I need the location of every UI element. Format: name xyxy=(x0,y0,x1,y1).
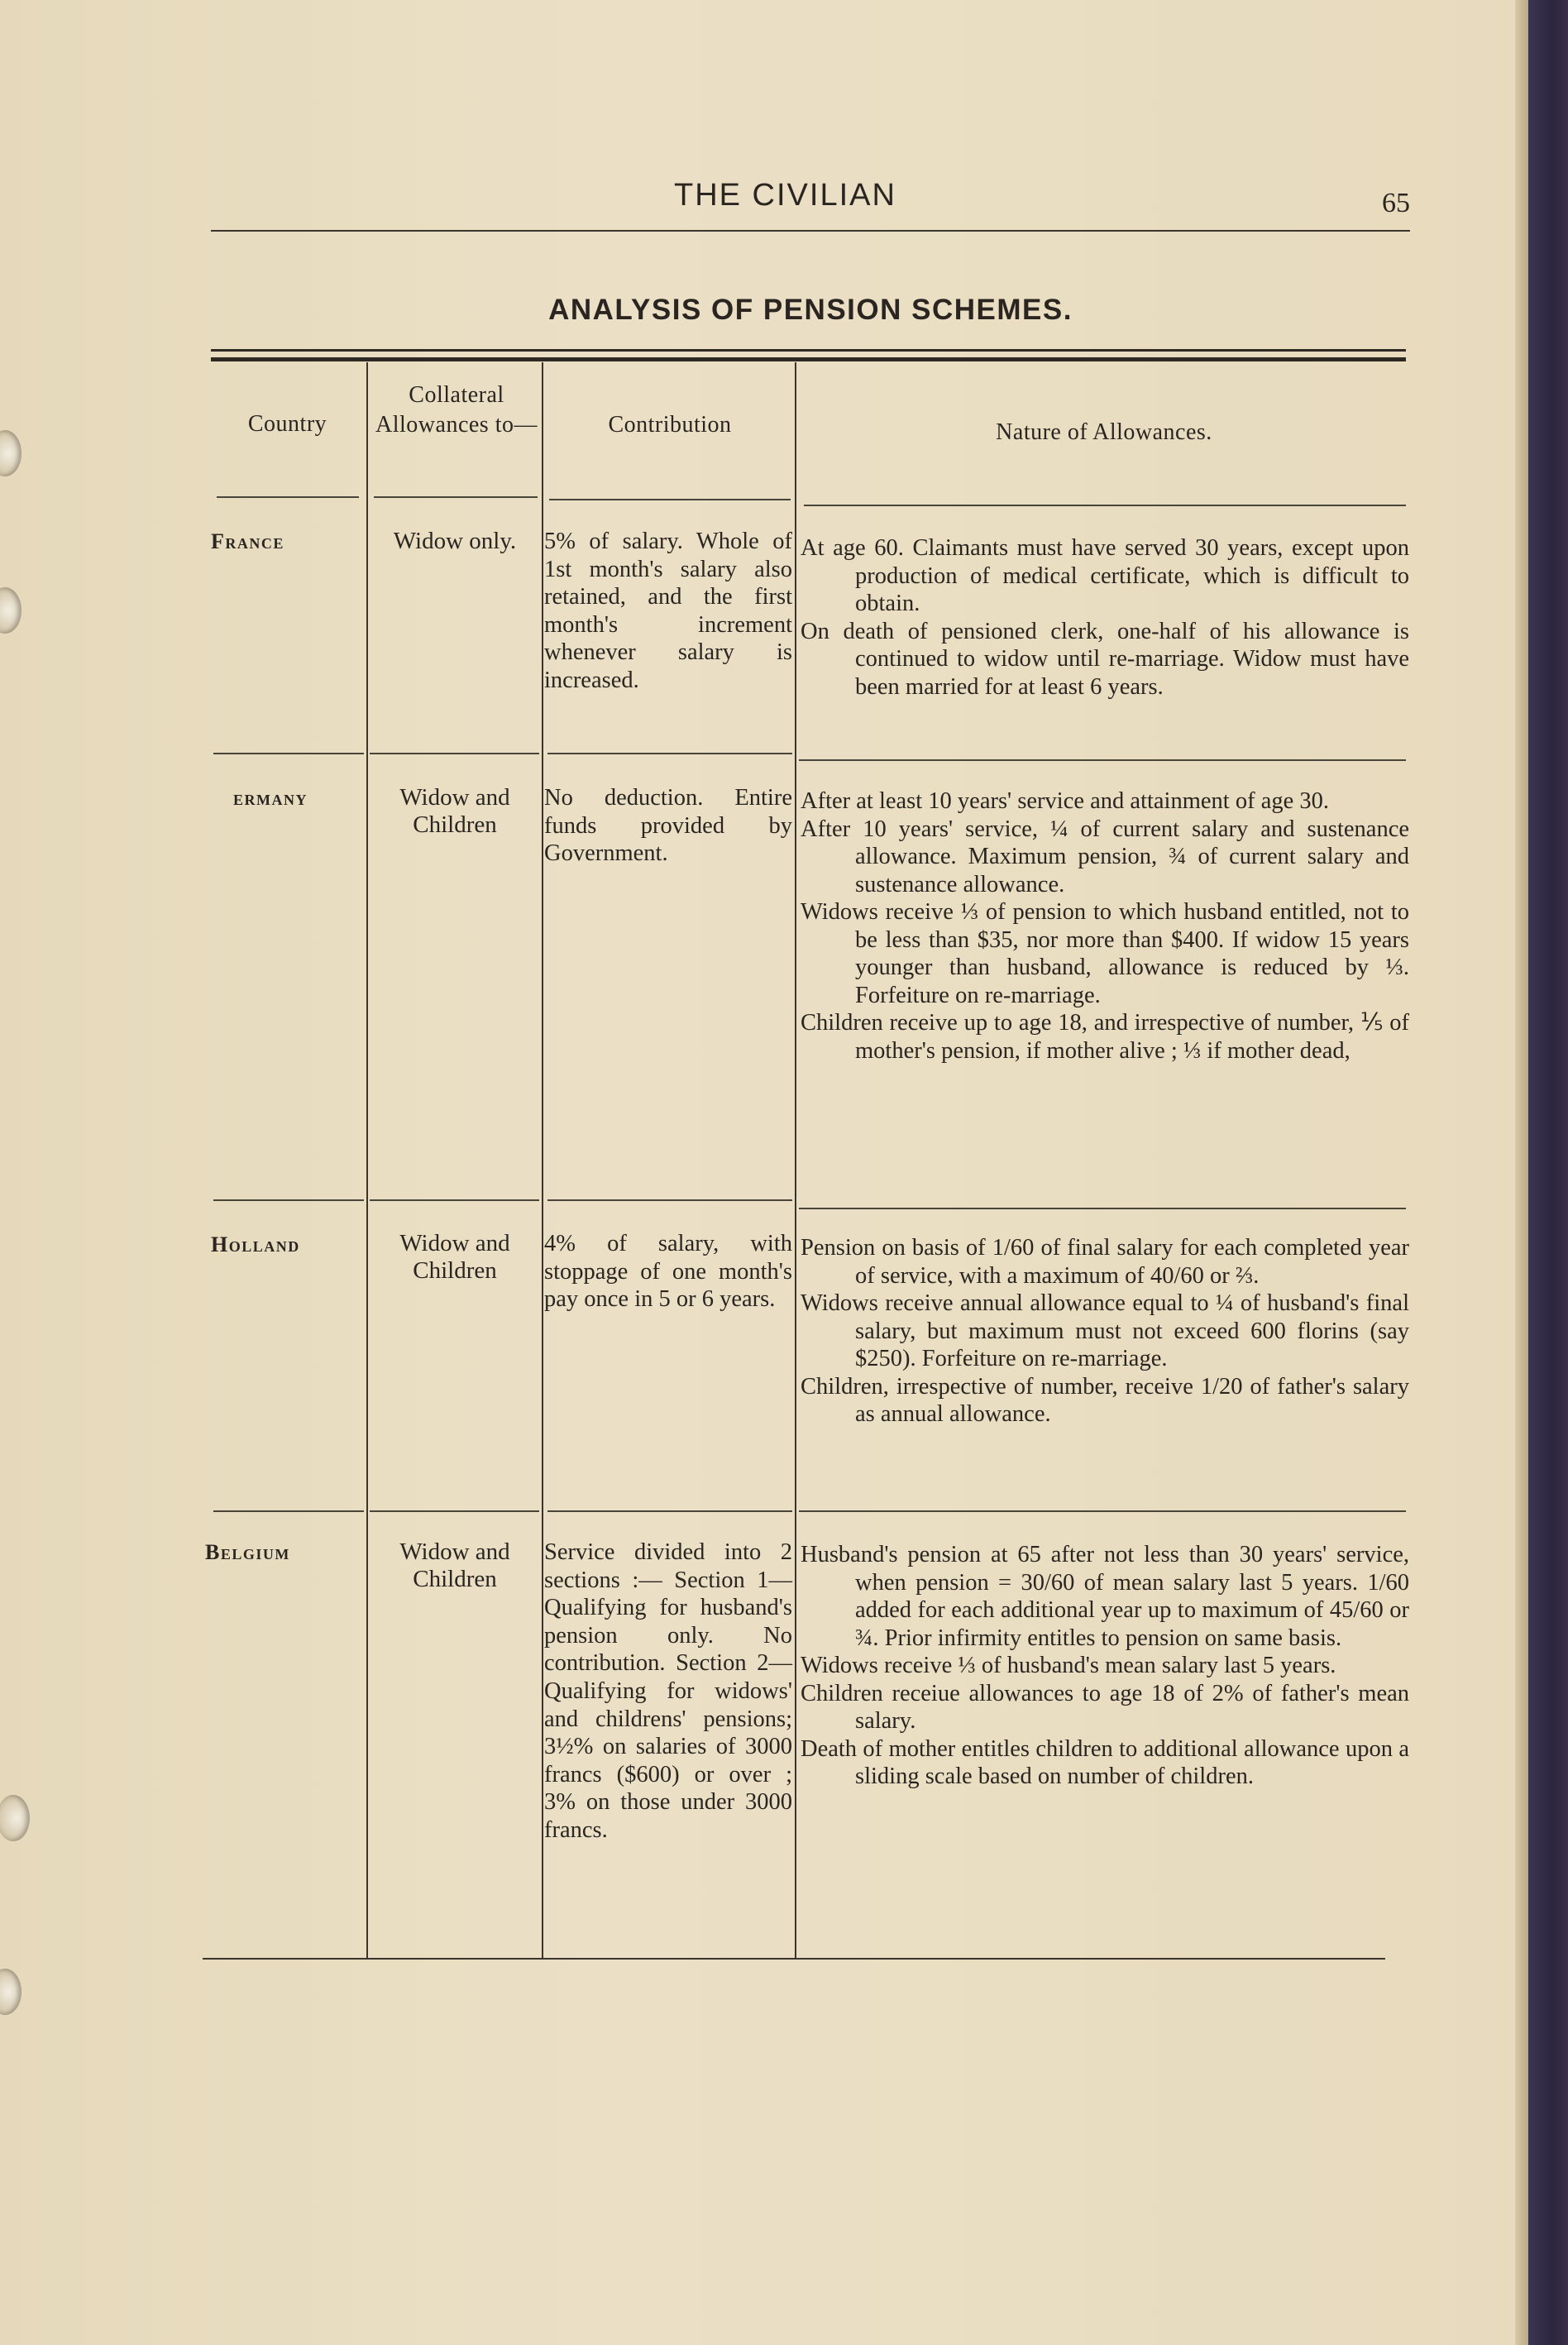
collateral-germany: Widow and Children xyxy=(399,784,510,838)
column-header-collateral xyxy=(374,380,539,440)
column-divider xyxy=(366,362,368,1959)
row-divider xyxy=(799,759,1406,761)
binding-background xyxy=(1528,0,1568,2345)
country-germany: ermany xyxy=(233,786,308,810)
nature-paragraph: Children receiue allowances to age 18 of 2% of father's mean salary. xyxy=(801,1680,1409,1734)
row-divider xyxy=(213,753,364,754)
page-header xyxy=(211,178,1410,227)
column-header-collateral-text: Collateral Allowances to— xyxy=(375,382,538,438)
nature-paragraph: Widows receive annual allowance equal to ¼ of husband's final salary, but maximum must not exceed 600 florins (say $250). Forfeiture on re-marriage. xyxy=(801,1290,1409,1371)
column-header-contribution: Contribution xyxy=(608,412,732,438)
table-top-rule xyxy=(211,357,1406,361)
nature-paragraph: Widows receive ⅓ of husband's mean salary last 5 years. xyxy=(801,1653,1336,1678)
nature-holland xyxy=(801,1234,1409,1429)
row-divider xyxy=(547,1510,792,1512)
header-underline xyxy=(374,496,538,498)
column-header-nature: Nature of Allowances. xyxy=(996,419,1212,445)
nature-france xyxy=(801,534,1409,701)
header-underline xyxy=(217,496,359,498)
country-france: France xyxy=(211,529,284,553)
nature-paragraph: After 10 years' service, ¼ of current salary and sustenance allowance. Maximum pension, ¾ of current salary and sustenance allowance. xyxy=(801,816,1409,897)
running-title: THE CIVILIAN xyxy=(674,178,896,213)
table-bottom-rule xyxy=(203,1958,1385,1960)
nature-paragraph: Husband's pension at 65 after not less than 30 years' service, when pension = 30/60 of mean salary last 5 years. 1/60 added for each additional year up to maximum of 45/60 or ¾. Prior infirmity entitles to pension on same basis. xyxy=(801,1542,1409,1651)
row-divider xyxy=(370,1199,539,1201)
row-divider xyxy=(547,753,792,754)
column-divider xyxy=(795,362,796,1959)
nature-belgium xyxy=(801,1541,1409,1791)
nature-paragraph: Widows receive ⅓ of pension to which husband entitled, not to be less than $35, nor more than $400. If widow 15 years younger than husband, allowance is reduced by ⅓. Forfeiture on re-marriage. xyxy=(801,899,1409,1008)
nature-paragraph: After at least 10 years' service and attainment of age 30. xyxy=(801,788,1329,814)
contribution-belgium: Service divided into 2 sections :— Section 1—Qualifying for husband's pension only. No contribution. Section 2—Qualifying for widows' and childrens' pensions; 3½% on salaries of 3000 francs ($600) or over ; 3% on those under 3000 francs. xyxy=(544,1539,792,1843)
collateral-holland: Widow and Children xyxy=(399,1230,510,1284)
header-underline xyxy=(549,499,791,500)
row-divider xyxy=(370,753,539,754)
contribution-france: 5% of salary. Whole of 1st month's salary also retained, and the first month's increment whenever salary is increased. xyxy=(544,529,792,693)
row-divider xyxy=(213,1510,364,1512)
row-divider xyxy=(370,1510,539,1512)
contribution-germany: No deduction. Entire funds provided by Government. xyxy=(544,785,792,866)
country-belgium: Belgium xyxy=(205,1540,290,1564)
nature-paragraph: Death of mother entitles children to additional allowance upon a sliding scale based on number of children. xyxy=(801,1735,1409,1789)
nature-paragraph: At age 60. Claimants must have served 30 years, except upon production of medical certificate, which is difficult to obtain. xyxy=(801,535,1409,616)
page-edge-shadow xyxy=(1515,0,1528,2345)
nature-germany xyxy=(801,787,1409,1065)
row-divider xyxy=(799,1208,1406,1209)
table-top-rule xyxy=(211,349,1406,352)
column-header-country: Country xyxy=(247,411,327,437)
table-title: ANALYSIS OF PENSION SCHEMES. xyxy=(548,294,1073,326)
column-divider xyxy=(542,362,543,1959)
nature-paragraph: On death of pensioned clerk, one-half of his allowance is continued to widow until re-marriage. Widow must have been married for at least 6 years. xyxy=(801,618,1409,700)
page-number: 65 xyxy=(1382,188,1410,218)
contribution-holland: 4% of salary, with stoppage of one month's pay once in 5 or 6 years. xyxy=(544,1231,792,1312)
nature-paragraph: Children receive up to age 18, and irrespective of number, ⅕ of mother's pension, if mother alive ; ⅓ if mother dead, xyxy=(801,1010,1409,1064)
collateral-france: Widow only. xyxy=(393,528,517,554)
row-divider xyxy=(799,1510,1406,1512)
row-divider xyxy=(547,1199,792,1201)
nature-paragraph: Pension on basis of 1/60 of final salary for each completed year of service, with a maximum of 40/60 or ⅔. xyxy=(801,1235,1409,1289)
row-divider xyxy=(213,1199,364,1201)
country-holland: Holland xyxy=(211,1232,300,1256)
nature-paragraph: Children, irrespective of number, receive 1/20 of father's salary as annual allowance. xyxy=(801,1373,1409,1427)
collateral-belgium: Widow and Children xyxy=(399,1539,510,1592)
header-rule xyxy=(211,230,1410,232)
header-underline xyxy=(804,505,1406,506)
